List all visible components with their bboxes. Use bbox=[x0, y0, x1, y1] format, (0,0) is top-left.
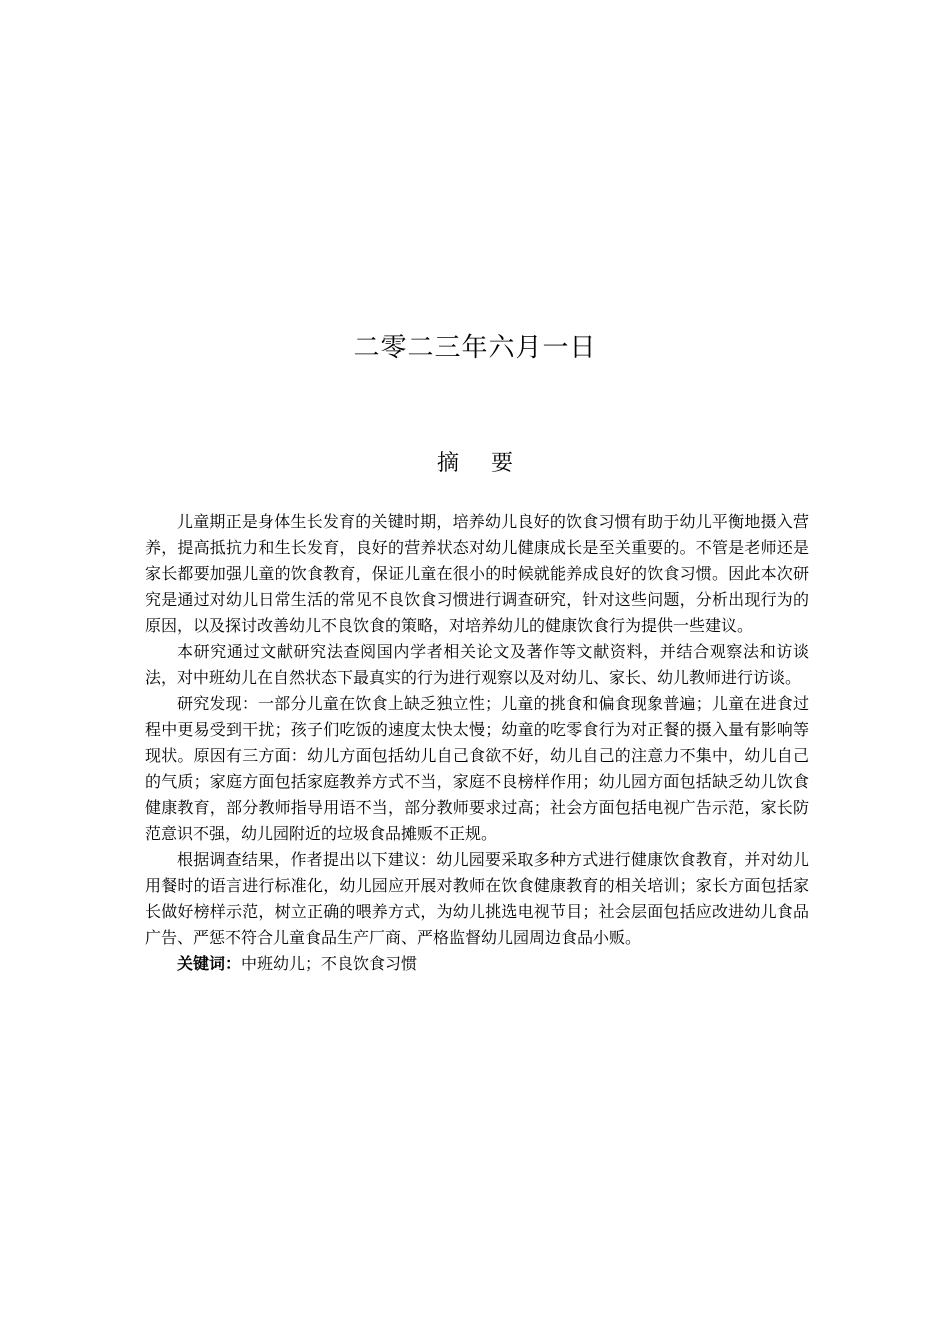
abstract-paragraph: 研究发现：一部分儿童在饮食上缺乏独立性；儿童的挑食和偏食现象普遍；儿童在进食过程中更易受到干扰；孩子们吃饭的速度太快太慢；幼童的吃零食行为对正餐的摄入量有影响等现状。原因有三方面：幼儿方面包括幼儿自己食欲不好，幼儿自己的注意力不集中，幼儿自己的气质；家庭方面包括家庭教养方式不当，家庭不良榜样作用；幼儿园方面包括缺乏幼儿饮食健康教育，部分教师指导用语不当，部分教师要求过高；社会方面包括电视广告示范，家长防范意识不强，幼儿园附近的垃圾食品摊贩不正规。 bbox=[145, 694, 809, 843]
abstract-heading-char-2: 要 bbox=[491, 451, 514, 476]
keywords-line bbox=[145, 951, 809, 977]
abstract-paragraph: 根据调查结果，作者提出以下建议：幼儿园要采取多种方式进行健康饮食教育，并对幼儿用餐时的语言进行标准化，幼儿园应开展对教师在饮食健康教育的相关培训；家长方面包括家长做好榜样示范，树立正确的喂养方式，为幼儿挑选电视节目；社会层面包括应改进幼儿食品广告、严惩不符合儿童食品生产厂商、严格监督幼儿园周边食品小贩。 bbox=[145, 850, 809, 947]
keywords-label: 关键词： bbox=[177, 954, 242, 973]
keywords-value: 中班幼儿；不良饮食习惯 bbox=[241, 954, 418, 973]
document-date: 二零二三年六月一日 bbox=[353, 333, 597, 363]
abstract-heading bbox=[0, 449, 950, 479]
abstract-body bbox=[145, 509, 809, 977]
abstract-paragraph: 儿童期正是身体生长发育的关键时期，培养幼儿良好的饮食习惯有助于幼儿平衡地摄入营养，提高抵抗力和生长发育，良好的营养状态对幼儿健康成长是至关重要的。不管是老师还是家长都要加强儿童的饮食教育，保证儿童在很小的时候就能养成良好的饮食习惯。因此本次研究是通过对幼儿日常生活的常见不良饮食习惯进行调查研究，针对这些问题，分析出现行为的原因，以及探讨改善幼儿不良饮食的策略，对培养幼儿的健康饮食行为提供一些建议。 bbox=[145, 512, 809, 635]
abstract-paragraph: 本研究通过文献研究法查阅国内学者相关论文及著作等文献资料，并结合观察法和访谈法，对中班幼儿在自然状态下最真实的行为进行观察以及对幼儿、家长、幼儿教师进行访谈。 bbox=[145, 642, 809, 687]
abstract-heading-char-1: 摘 bbox=[436, 451, 459, 476]
